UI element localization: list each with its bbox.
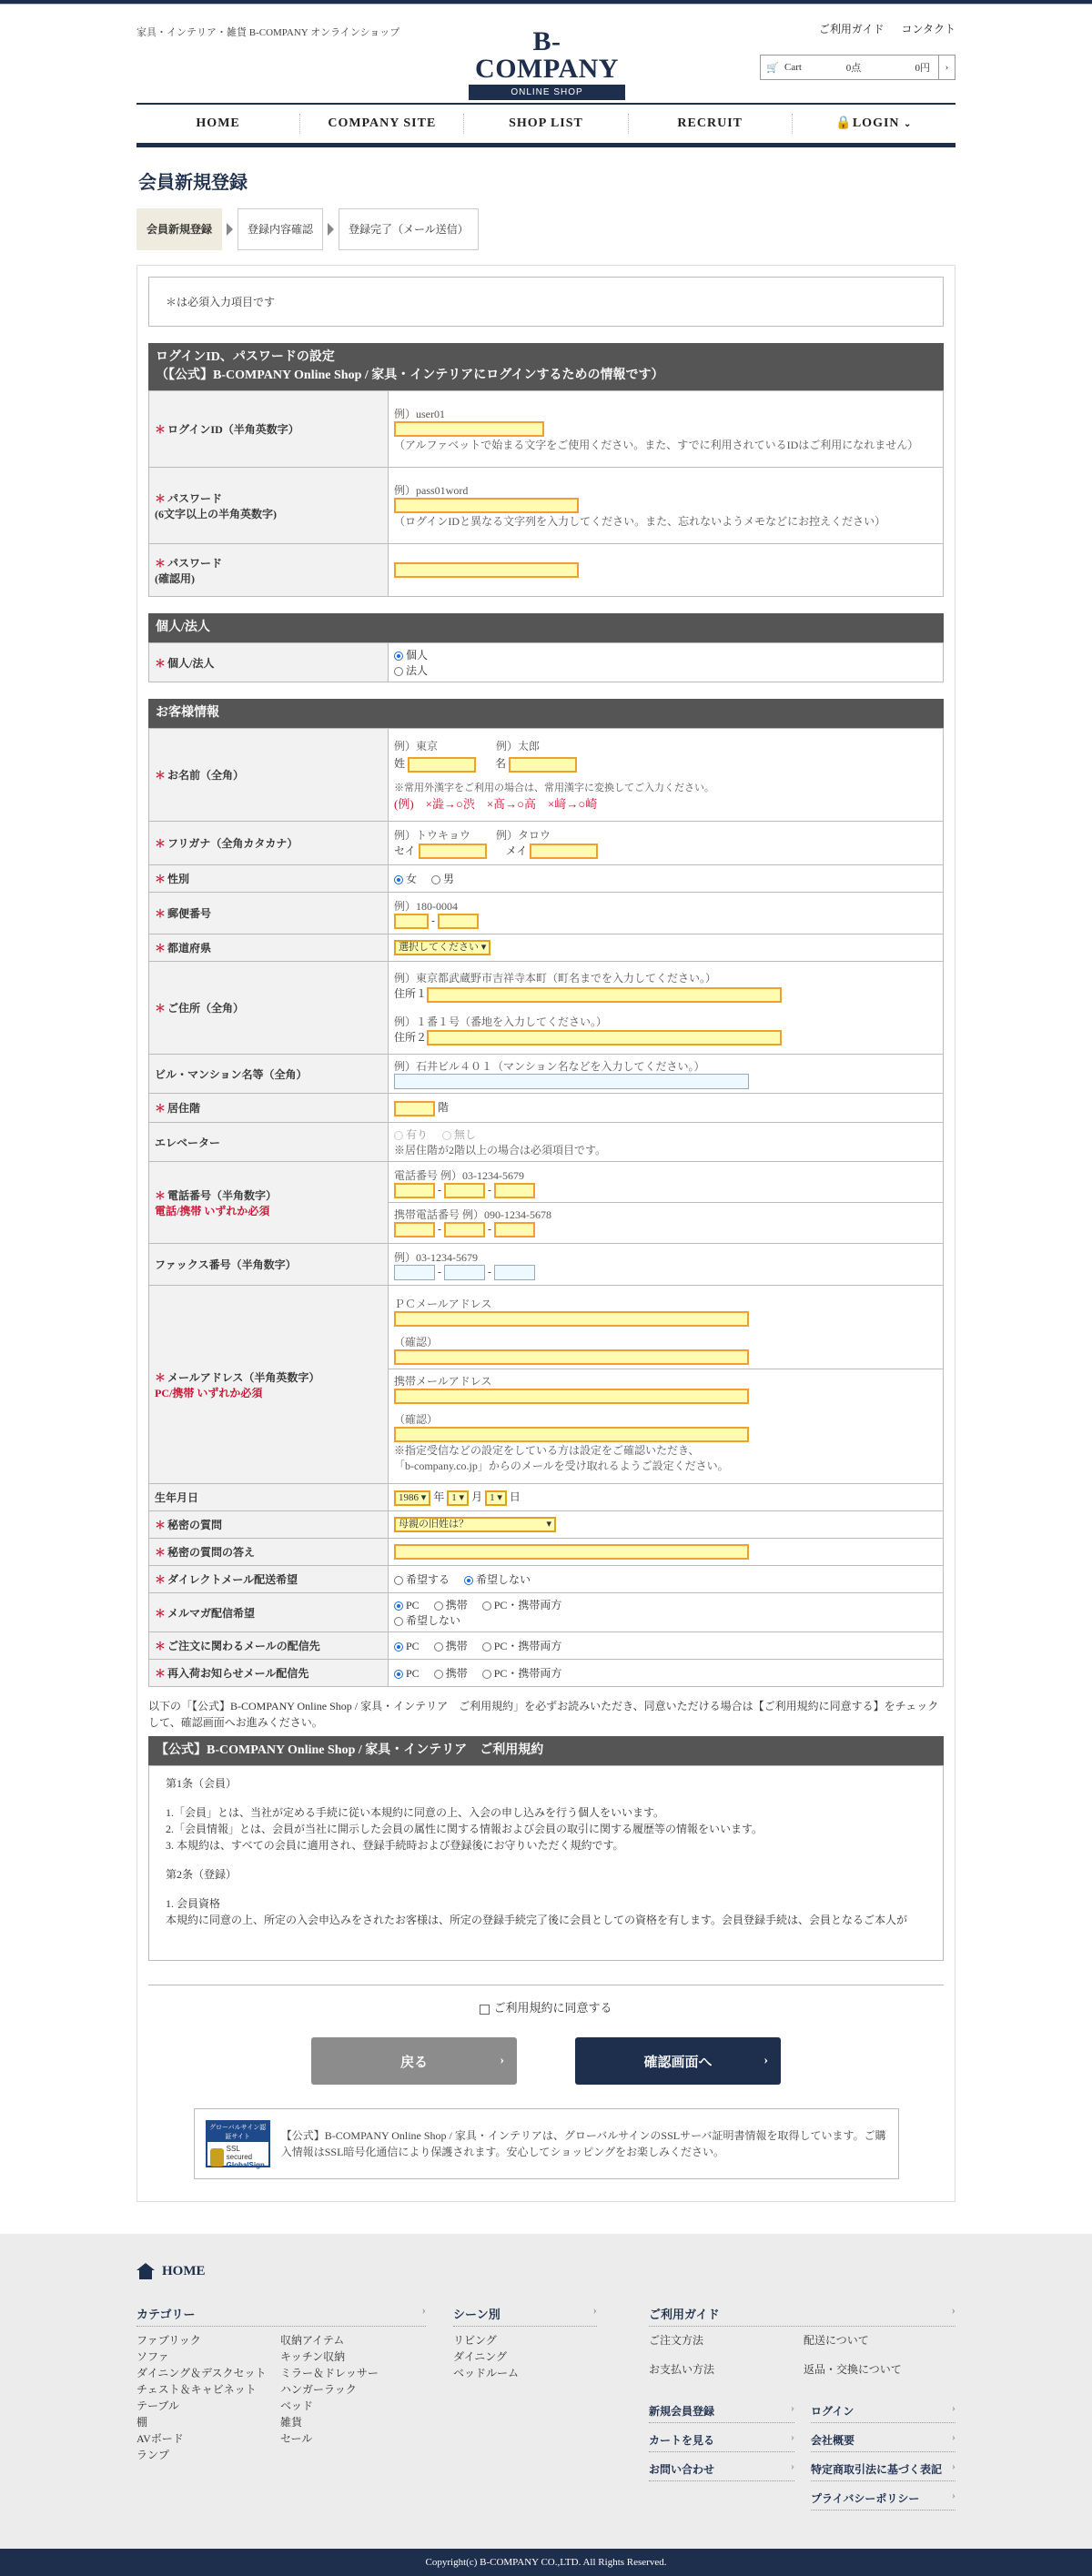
example-text: 例）user01 [394,408,445,420]
chevron-right-icon: › [500,2054,504,2067]
name-label: ＊ お名前（全角） [149,729,389,822]
birth-label: 生年月日 [149,1484,389,1511]
step-arrow-icon [328,223,334,236]
radio-elevator-yes[interactable]: 有り [394,1128,428,1141]
step-3: 登録完了（メール送信） [339,208,479,250]
footer-category-link[interactable]: キッチン収納 [280,2350,346,2363]
mobile1-input[interactable] [394,1222,435,1237]
footer-scene-title: シーン別 › [453,2305,597,2327]
badge-brand: GlobalSign [226,2161,265,2169]
addr2-label: 住所２ [394,1030,428,1044]
page-title: 会員新規登録 [138,173,248,193]
type-label: ＊ 個人/法人 [149,643,389,682]
section-login-header [148,343,944,390]
radio-male[interactable]: 男 [431,873,454,885]
radio-order-mobile[interactable]: 携帯 [434,1640,468,1652]
kana-mei-label: メイ [505,844,528,857]
footer-category-link[interactable]: ミラー＆ドレッサー [280,2367,379,2379]
confirm-button[interactable]: 確認画面へ › [575,2037,781,2085]
footer-link[interactable]: 会社概要 › [811,2429,956,2452]
radio-corporate[interactable]: 法人 [394,662,937,678]
nav-login-label: LOGIN [852,116,900,130]
footer-guide-link[interactable]: 配送について [804,2334,869,2347]
sei-label: 姓 [394,757,406,771]
radio-restock-mobile[interactable]: 携帯 [434,1667,468,1680]
first-kana-input[interactable] [530,844,598,859]
last-kana-input[interactable] [419,844,487,859]
step-arrow-icon [227,223,233,236]
mei-label: 名 [495,757,507,771]
site-header [136,5,956,97]
footer-link[interactable]: お問い合わせ › [649,2458,794,2481]
terms-article: 第2条（登録） [166,1868,238,1881]
badge-title: グローバルサイン認証サイト [207,2122,268,2142]
step-2: 登録内容確認 [238,208,323,250]
guide-link[interactable]: ご利用ガイド [818,23,885,35]
dm-label: ＊ ダイレクトメール配送希望 [149,1566,389,1593]
terms-line: 本規約に同意の上、所定の入会申込みをされたお客様は、所定の登録手続完了後に会員としての資格を有します。会員登録手続は、会員となるご本人が [166,1914,908,1926]
radio-dm-no[interactable]: 希望しない [464,1573,531,1586]
cart-total: 0円 [915,63,930,74]
chevron-right-icon: › [763,2054,768,2067]
building-input[interactable] [394,1074,749,1089]
radio-individual[interactable]: 個人 [394,647,937,662]
footer-scene-link[interactable]: ダイニング [453,2350,508,2363]
zip2-input[interactable] [438,914,479,929]
cart-widget[interactable] [760,55,956,80]
section-type-header: 個人/法人 [148,613,944,642]
section-customer: お客様情報 ＊ お名前（全角） 例）東京 例）太郎 姓 名 ※常用外漢字をご利用の場合は、常用漢字に変換してご入力ください。 (例) ×澁→○渋 ×髙→○高 ×﨑→○崎 ＊ フリガナ（全角カタカナ） 例）トウキョウ 例）タロウ セイ メイ ＊ 性別 女 男 ＊ 郵便番号 例）180-0004 - ＊ 都道府県 選択してください ▾ ＊ ご住所（全角） 例）東京都武蔵野市吉祥寺本町（町名までを入力してください。） 住所１ 例）１番１号（番地を入力してください。） 住所２ ビル・マンション名等（全角） 例）石井ビル４０１（マンション名などを入力してください。） ＊ 居住階 階 エレベーター 有り 無し ※居住階が2階以上の場合は必須項目です。 ＊ 電話番号（半角数字） 電話/携帯 いずれか必須 電話番号 例）03-1234-5679 - - 携帯電話番号 例）090-1234-5678 - - ファックス番号（半角数字） 例）03-1234-5679 - - ＊ メールアドレス（半角英数字） PC/携帯 いずれか必須 ＰＣメールアドレス （確認） 携帯メールアドレス （確認） ※指定受信などの設定をしている方は設定をご確認いただき、 「b-company.co.jp」からのメールを受け取れるようご設定ください。 生年月日 1986 ▾ 年 1 ▾ 月 1 ▾ 日 ＊ 秘密の質問 母親の旧姓は？ ▾ ＊ 秘密の質問の答え ＊ ダイレクトメール配送希望 希望する 希望しない ＊ メルマガ配信希望 PC 携帯 PC・携帯両方 希望しない ＊ ご注文に関わるメールの配信先 PC 携帯 PC・携帯両方 ＊ 再入荷お知らせメール配信先 PC 携帯 PC・携帯両方 [148,699,944,1687]
secret-answer-label: ＊ 秘密の質問の答え [149,1539,389,1566]
section-subtitle: （【公式】B-COMPANY Online Shop / 家具・インテリアにログインするための情報です） [156,369,664,382]
nav-shop-list[interactable]: SHOP LIST [464,114,628,134]
footer-guide-title: ご利用ガイド › [649,2305,956,2327]
kanji-note: ※常用外漢字をご利用の場合は、常用漢字に変換してご入力ください。 [394,782,714,793]
radio-order-pc[interactable]: PC [394,1640,420,1652]
help-text: 「b-company.co.jp」からのメールを受け取れるようご設定ください。 [394,1460,729,1472]
terms-line: 2.「会員情報」とは、会員が当社に開示した会員の属性に関する情報および会員の取引に関する履歴等の情報をいいます。 [166,1823,763,1835]
terms-line: 1. 会員資格 [166,1897,221,1910]
footer-category-link[interactable]: 棚 [136,2416,148,2429]
radio-restock-both[interactable]: PC・携帯両方 [482,1667,562,1680]
kana-sei-label: セイ [394,844,416,857]
agree-checkbox[interactable] [148,1985,944,2015]
section-type [148,613,944,682]
example-text: 携帯電話番号 例）090-1234-5678 [394,1208,551,1221]
footer-category-link[interactable]: ソファ [136,2350,169,2363]
footer-home-link[interactable]: HOME [136,2263,206,2279]
secret-answer-input[interactable] [394,1544,749,1560]
radio-mag-no[interactable]: 希望しない [394,1612,937,1628]
tagline: 家具・インテリア・雑貨 B-COMPANY オンラインショップ [136,27,400,38]
mobile2-input[interactable] [444,1222,485,1237]
kanji-example: (例) ×澁→○渋 ×髙→○高 ×﨑→○崎 [394,796,598,811]
password-confirm-input[interactable] [394,562,579,578]
login-id-input[interactable] [394,421,544,437]
footer-guide-link[interactable]: ご注文方法 [649,2334,704,2347]
footer-category-link[interactable]: ランプ [136,2449,170,2461]
first-name-input[interactable] [509,757,577,773]
terms-scrollbox[interactable] [148,1765,944,1961]
restock-mail-label: ＊ 再入荷お知らせメール配信先 [149,1660,389,1687]
example-text: 例）タロウ [496,828,551,842]
floor-input[interactable] [394,1101,435,1116]
footer-scene-link[interactable]: リビング [453,2334,497,2347]
example-text: 例）03-1234-5679 [394,1250,478,1264]
mobile-email-confirm-input[interactable] [394,1427,749,1442]
ssl-text: 【公式】B-COMPANY Online Shop / 家具・インテリアは、グローバルサインのSSLサーバ証明書情報を取得しています。ご購入情報はSSL暗号化通信により保護されます。安心してショッピングをお楽しみください。 [280,2129,886,2158]
password-confirm-label: ＊ パスワード (確認用) [149,544,389,597]
footer-category-link[interactable]: 収納アイテム [280,2334,345,2347]
zip-label: ＊ 郵便番号 [149,893,389,934]
logo-name: B-COMPANY [475,26,619,84]
prefecture-select[interactable]: 選択してください ▾ [394,940,490,955]
building-label: ビル・マンション名等（全角） [149,1055,389,1094]
site-footer [0,2234,1092,2549]
top-links [804,21,956,36]
secret-question-select[interactable]: 母親の旧姓は？ ▾ [394,1517,556,1532]
section-title: ログインID、パスワードの設定 [156,350,335,364]
address2-input[interactable] [427,1030,782,1046]
birth-year-select[interactable]: 1986 ▾ [394,1490,430,1506]
nav-company-site[interactable]: COMPANY SITE [300,114,464,134]
example-text: 例）トウキョウ [394,828,471,842]
example-text: 例）pass01word [394,484,469,497]
tel-label: ＊ 電話番号（半角数字） 電話/携帯 いずれか必須 [149,1162,389,1244]
footer-link[interactable]: プライバシーポリシー › [811,2487,956,2510]
secret-question-label: ＊ 秘密の質問 [149,1511,389,1539]
birth-day-select[interactable]: 1 ▾ [485,1490,507,1506]
badge-secured: SSL secured [226,2145,253,2161]
radio-order-both[interactable]: PC・携帯両方 [482,1640,562,1652]
chevron-right-icon[interactable]: › [938,56,955,79]
elevator-label: エレベーター [149,1123,389,1162]
footer-category-link[interactable]: ファブリック [136,2334,201,2347]
help-text: ※居住階が2階以上の場合は必須項目です。 [394,1144,607,1157]
radio-mag-both[interactable]: PC・携帯両方 [482,1599,562,1611]
main-nav [136,103,956,147]
radio-elevator-no[interactable]: 無し [442,1128,476,1141]
footer-category-link[interactable]: ダイニング＆デスクセット [136,2367,267,2379]
contact-link[interactable]: コンタクト [901,23,956,35]
lock-icon: 🔒 [835,116,853,130]
nav-login[interactable] [793,114,956,134]
back-button[interactable]: 戻る › [311,2037,517,2085]
footer-guide-link[interactable]: 返品・交換について [804,2363,902,2376]
example-text: 例）東京都武蔵野市吉祥寺本町（町名までを入力してください。） [394,971,717,985]
floor-label: ＊ 居住階 [149,1094,389,1123]
lock-icon [210,2148,224,2167]
pref-label: ＊ 都道府県 [149,934,389,962]
email-label: ＊ メールアドレス（半角英数字） PC/携帯 いずれか必須 [149,1286,389,1484]
main-content [136,167,956,2202]
cart-icon: 🛒 [766,62,779,74]
last-name-input[interactable] [408,757,476,773]
footer-guide-link[interactable]: お支払い方法 [649,2363,715,2376]
footer-category-link[interactable]: ベッド [280,2399,314,2412]
sex-label: ＊ 性別 [149,865,389,893]
terms-header: 【公式】B-COMPANY Online Shop / 家具・インテリア ご利用規約 [148,1736,944,1765]
fax-label: ファックス番号（半角数字） [149,1244,389,1286]
footer-link[interactable]: カートを見る › [649,2429,794,2452]
address-label: ＊ ご住所（全角） [149,962,389,1055]
step-indicator [136,208,956,250]
checkbox-icon [480,2005,490,2015]
globalsign-badge[interactable] [206,2120,270,2167]
footer-link[interactable]: ログイン › [811,2399,956,2423]
zip1-input[interactable] [394,914,429,929]
section-customer-header: お客様情報 [148,699,944,728]
birth-month-select[interactable]: 1 ▾ [447,1490,469,1506]
cart-points: 0点 [845,63,862,74]
terms-article: 第1条（会員） [166,1777,238,1790]
example-text: 例）180-0004 [394,899,458,913]
help-text: （アルファベットで始まる文字をご使用ください。また、すでに利用されているIDはご利用になれません） [394,439,919,451]
footer-category-link[interactable]: 雑貨 [280,2416,303,2429]
chevron-down-icon: ⌄ [904,119,913,129]
footer-category-link[interactable]: セール [280,2432,313,2445]
footer-link[interactable]: 特定商取引法に基づく表記 › [811,2458,956,2481]
addr1-label: 住所１ [394,986,428,1000]
kana-label: ＊ フリガナ（全角カタカナ） [149,822,389,865]
example-text: 例）太郎 [496,740,541,753]
copyright: Copyright(c) B-COMPANY CO.,LTD. All Rights Reserved. [0,2549,1092,2576]
address1-input[interactable] [427,987,782,1003]
example-text: 例）１番１号（番地を入力してください。） [394,1015,608,1028]
fax2-input[interactable] [444,1265,485,1280]
logo-sub: ONLINE SHOP [469,85,625,100]
tel2-input[interactable] [444,1183,485,1198]
pc-mail-label: ＰＣメールアドレス [394,1298,492,1310]
confirm-label: （確認） [394,1413,439,1426]
ssl-notice [194,2108,899,2179]
tel1-input[interactable] [394,1183,435,1198]
example-text: 例）石井ビル４０１（マンション名などを入力してください。） [394,1060,705,1073]
mobile3-input[interactable] [494,1222,535,1237]
password-label: ＊ パスワード (6文字以上の半角英数字) [149,468,389,544]
radio-mag-pc[interactable]: PC [394,1599,420,1611]
site-logo[interactable] [469,28,625,100]
radio-dm-yes[interactable]: 希望する [394,1573,450,1586]
terms-intro: 以下の「【公式】B-COMPANY Online Shop / 家具・インテリア ご利用規約」を必ずお読みいただき、同意いただける場合は【ご利用規約に同意する】をチェックして、確認画面へお進みください。 [148,1700,939,1729]
login-id-label: ＊ ログインID（半角英数字） [149,391,389,468]
nav-recruit[interactable]: RECRUIT [629,114,793,134]
floor-unit: 階 [438,1101,450,1115]
tel3-input[interactable] [494,1183,535,1198]
registration-form [136,265,956,2202]
mobile-email-input[interactable] [394,1389,749,1404]
radio-mag-mobile[interactable]: 携帯 [434,1599,468,1611]
footer-link[interactable]: 新規会員登録 › [649,2399,794,2423]
footer-category-link[interactable]: AVボード [136,2432,184,2445]
footer-scene-link[interactable]: ベッドルーム [453,2367,520,2379]
section-login [148,343,944,597]
cart-label: Cart [784,62,802,73]
help-text: ※指定受信などの設定をしている方は設定をご確認いただき、 [394,1444,700,1457]
footer-category-link[interactable]: ハンガーラック [280,2383,357,2396]
fax3-input[interactable] [494,1265,535,1280]
mobile-mail-label: 携帯メールアドレス [394,1375,492,1388]
terms-line: 1.「会員」とは、当社が定める手続に従い本規約に同意の上、入会の申し込みを行う個人をいいます。 [166,1806,665,1819]
help-text: （ログインIDと異なる文字列を入力してください。また、忘れないようメモなどにお控えください） [394,515,886,528]
fax1-input[interactable] [394,1265,435,1280]
nav-home[interactable]: HOME [136,114,300,134]
footer-category-link[interactable]: チェスト＆キャビネット [136,2383,257,2396]
radio-female[interactable]: 女 [394,873,417,885]
order-mail-label: ＊ ご注文に関わるメールの配信先 [149,1632,389,1660]
terms-line: 3. 本規約は、すべての会員に適用され、登録手続時および登録後にお守りいただく規約です。 [166,1839,624,1852]
agree-label: ご利用規約に同意する [493,2001,612,2015]
magazine-label: ＊ メルマガ配信希望 [149,1593,389,1632]
required-note: ＊は必須入力項目です [148,277,944,327]
pc-email-confirm-input[interactable] [394,1349,749,1365]
home-icon [136,2263,155,2279]
footer-category-title: カテゴリー › [136,2305,426,2327]
step-1: 会員新規登録 [136,208,222,250]
confirm-label: （確認） [394,1336,439,1349]
radio-restock-pc[interactable]: PC [394,1667,420,1680]
example-text: 例）東京 [394,740,439,753]
password-input[interactable] [394,498,579,513]
footer-category-link[interactable]: テーブル [136,2399,179,2412]
pc-email-input[interactable] [394,1311,749,1327]
example-text: 電話番号 例）03-1234-5679 [394,1169,524,1182]
